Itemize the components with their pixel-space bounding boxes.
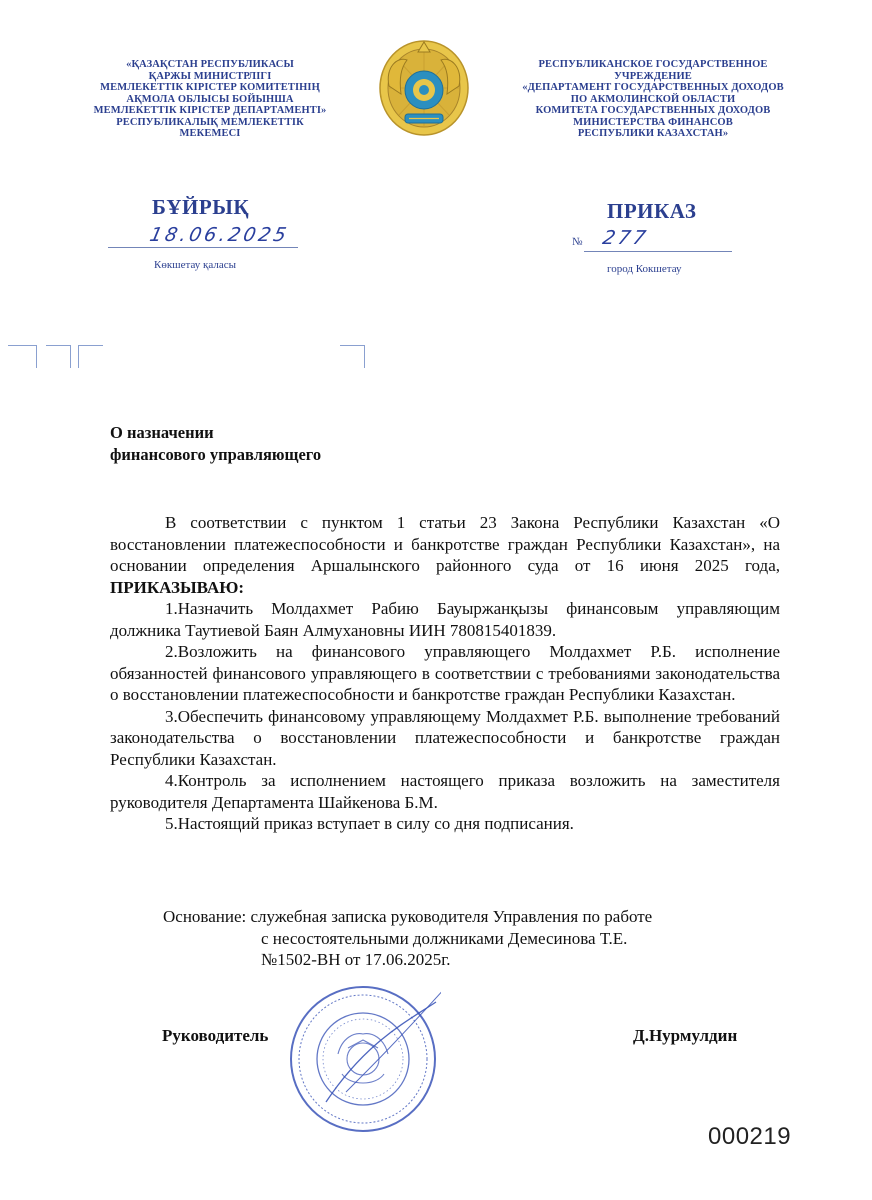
signatory-name: Д.Нурмулдин [633,1026,738,1045]
corner-mark [78,345,103,368]
number-underline [584,251,732,252]
header-left-line: РЕСПУБЛИКАЛЫҚ МЕМЛЕКЕТТІК [116,116,304,128]
corner-mark [340,345,365,368]
header-left-line: «ҚАЗАҚСТАН РЕСПУБЛИКАСЫ [126,59,294,70]
header-right-line: КОМИТЕТА ГОСУДАРСТВЕННЫХ ДОХОДОВ [535,105,771,116]
corner-mark [46,345,71,368]
header-right-line: «ДЕПАРТАМЕНТ ГОСУДАРСТВЕННЫХ ДОХОДОВ [522,82,784,93]
number-sign: № [572,236,583,248]
header-left-line: МЕМЛЕКЕТТІК КІРІСТЕР ДЕПАРТАМЕНТІ» [93,105,327,116]
header-right-line: ПО АКМОЛИНСКОЙ ОБЛАСТИ [570,93,736,105]
order-item: 3.Обеспечить финансовому управляющему Молдахмет Р.Б. выполнение требований законодательства о восстановлении платежеспособности и банкротстве граждан Республики Казахстан. [110,706,780,769]
handwritten-order-number: 277 [600,227,651,249]
state-emblem-icon [377,38,471,138]
order-item: 4.Контроль за исполнением настоящего приказа возложить на заместителя руководителя Департамента Шайкенова Б.М. [110,771,780,812]
order-body [110,512,780,835]
official-seal-icon [286,982,441,1137]
serial-number: 000219 [708,1123,792,1150]
date-underline [108,247,298,248]
signatory-position: Руководитель [162,1026,269,1045]
header-left-line: ҚАРЖЫ МИНИСТРЛІГІ [148,70,272,82]
header-right-line: УЧРЕЖДЕНИЕ [614,70,692,82]
intro-text: В соответствии с пунктом 1 статьи 23 Закона Республики Казахстан «О восстановлении платежеспособности и банкротстве граждан Республики Казахстан», на основании определения Аршалынского районного суда от 16 июня 2025 года, [110,513,780,575]
order-item: 1.Назначить Молдахмет Рабию Бауыржанқызы финансовым управляющим должника Таутиевой Баян Алмухановны ИИН 780815401839. [110,599,780,640]
basis-block [163,906,652,971]
city-ru: город Кокшетау [607,263,682,275]
basis-line: №1502-ВН от 17.06.2025г. [261,950,451,969]
header-right-org [498,59,808,140]
basis-line: с несостоятельными должниками Демесинова Т.Е. [261,928,628,948]
subject-line: О назначении [110,423,214,442]
order-keyword: ПРИКАЗЫВАЮ: [110,577,245,597]
document-subject [110,422,321,466]
subject-line: финансового управляющего [110,445,322,464]
order-item: 2.Возложить на финансового управляющего Молдахмет Р.Б. исполнение обязанностей финансового управляющего в соответствии с требованиями законодательства о восстановлении платежеспособности и банкротстве граждан Республики Казахстан. [110,642,780,704]
header-right-line: РЕСПУБЛИКИ КАЗАХСТАН» [577,128,729,139]
header-right-line: РЕСПУБЛИКАНСКОЕ ГОСУДАРСТВЕННОЕ [538,59,768,70]
header-left-org [60,59,360,140]
header-left-line: МЕМЛЕКЕТТІК КІРІСТЕР КОМИТЕТІНІҢ [100,82,320,93]
header-right-line: МИНИСТЕРСТВА ФИНАНСОВ [573,116,733,128]
header-left-line: МЕКЕМЕСІ [179,128,241,139]
city-kz: Көкшетау қаласы [154,259,237,271]
header-left-line: АҚМОЛА ОБЛЫСЫ БОЙЫНША [126,93,294,105]
order-item: 5.Настоящий приказ вступает в силу со дня подписания. [165,814,574,833]
document-type-ru: ПРИКАЗ [607,199,697,223]
corner-mark [8,345,37,368]
intro-paragraph [110,512,780,598]
basis-line: Основание: служебная записка руководителя Управления по работе [163,907,653,926]
handwritten-date: 18.06.2025 [147,224,292,246]
document-type-kz: БҰЙРЫҚ [152,195,250,219]
